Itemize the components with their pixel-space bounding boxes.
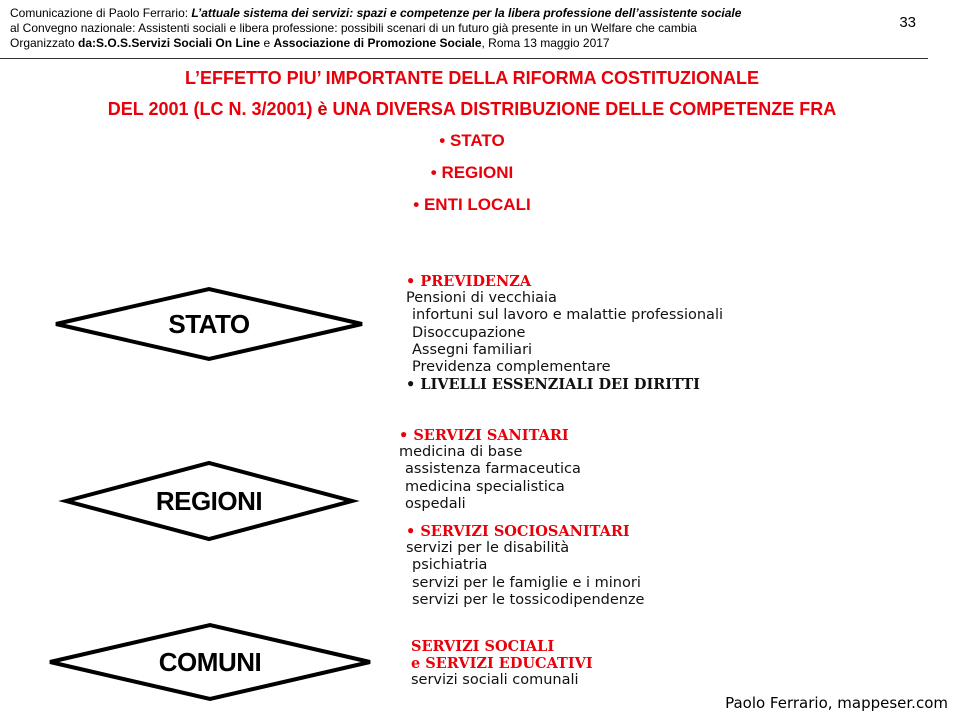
- stato-item: infortuni sul lavoro e malattie professionali: [412, 307, 723, 324]
- stato-item: Pensioni di vecchiaia: [406, 290, 557, 307]
- title-line-1: L’EFFETTO PIU’ IMPORTANTE DELLA RIFORMA COSTITUZIONALE: [185, 68, 759, 88]
- comuni-competences: [411, 638, 593, 690]
- comuni-item: servizi sociali comunali: [411, 672, 579, 689]
- stato-item: Previdenza complementare: [412, 359, 611, 376]
- title-line-2c: UNA DIVERSA DISTRIBUZIONE DELLE COMPETENZE FRA: [327, 99, 837, 119]
- title-line-2a: DEL 2001 (LC N. 3/2001): [107, 99, 318, 119]
- page-number: 33: [899, 14, 916, 31]
- diamond-comuni: [44, 622, 376, 702]
- footer-credit: Paolo Ferrario, mappeser.com: [725, 694, 948, 712]
- comuni-heading-educativi: e SERVIZI EDUCATIVI: [411, 655, 593, 673]
- header-date: , Roma 13 maggio 2017: [481, 36, 610, 50]
- header-line-3: [10, 36, 910, 51]
- header-divider: [0, 58, 928, 59]
- diamond-regioni: [52, 460, 366, 542]
- diamond-label-comuni: COMUNI: [158, 646, 262, 677]
- regioni-heading-sanitari: • SERVIZI SANITARI: [399, 427, 569, 444]
- title-bullet-enti-locali: • ENTI LOCALI: [413, 195, 531, 214]
- header-organizer-2: Associazione di Promozione Sociale: [273, 36, 482, 50]
- diamond-stato: [52, 286, 366, 362]
- slide-header: [10, 6, 910, 51]
- diamond-label-stato: STATO: [168, 308, 250, 339]
- regioni-item: servizi per le famiglie e i minori: [412, 574, 641, 591]
- title-line-2b: è: [317, 99, 328, 119]
- header-line-1: [10, 6, 910, 21]
- stato-item: Disoccupazione: [412, 324, 526, 341]
- regioni-item: medicina specialistica: [405, 478, 565, 495]
- regioni-heading-sociosanitari: • SERVIZI SOCIOSANITARI: [406, 523, 630, 540]
- stato-heading-previdenza: • PREVIDENZA: [406, 273, 532, 290]
- regioni-sociosanitari: [406, 523, 644, 609]
- header-talk-title: L’attuale sistema dei servizi: spazi e competenze per la libera professione dell’assistente sociale: [191, 6, 742, 20]
- regioni-item: servizi per le disabilità: [406, 540, 570, 557]
- regioni-sanitari: [399, 427, 581, 513]
- regioni-item: medicina di base: [399, 444, 523, 461]
- header-organizer-label: Organizzato: [10, 36, 79, 50]
- stato-item: Assegni familiari: [412, 341, 533, 358]
- header-conj: e: [260, 36, 274, 50]
- stato-heading-livelli: • LIVELLI ESSENZIALI DEI DIRITTI: [406, 376, 700, 394]
- title-bullet-stato: • STATO: [439, 131, 505, 150]
- regioni-item: ospedali: [405, 495, 466, 512]
- header-author: Comunicazione di Paolo Ferrario:: [10, 6, 192, 20]
- regioni-item: psichiatria: [412, 557, 488, 574]
- header-organizer-1: da:S.O.S.Servizi Sociali On Line: [78, 36, 261, 50]
- title-bullet-regioni: • REGIONI: [430, 163, 514, 182]
- regioni-item: assistenza farmaceutica: [405, 461, 581, 478]
- comuni-heading-sociali: SERVIZI SOCIALI: [411, 638, 555, 655]
- regioni-item: servizi per le tossicodipendenze: [412, 591, 645, 608]
- header-line-2: al Convegno nazionale: Assistenti sociali e libera professione: possibili scenari di un futuro già presente in un Welfare che cambia: [10, 21, 697, 35]
- stato-competences: [406, 273, 723, 393]
- diamond-label-regioni: REGIONI: [155, 485, 263, 516]
- title-line-2: [0, 99, 944, 120]
